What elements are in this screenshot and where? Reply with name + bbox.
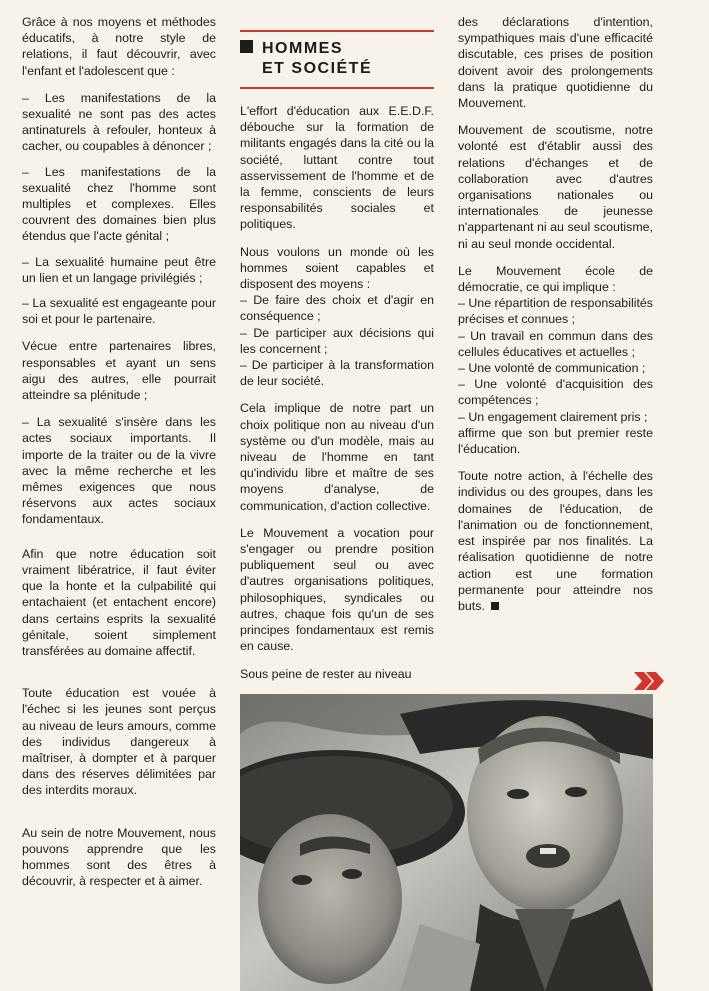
- column-2: [240, 14, 434, 693]
- paragraph: – La sexualité est engageante pour soi et pour le partenaire.: [22, 296, 216, 327]
- paragraph: – Une répartition de responsabilités précises et connues ;: [458, 296, 653, 327]
- section-heading: [240, 30, 434, 89]
- photo-scouts: [240, 694, 653, 991]
- paragraph: Vécue entre partenaires libres, responsables et ayant un sens aigu des autres, elle pourrait atteindre sa plénitude ;: [22, 339, 216, 403]
- heading-line-2: ET SOCIÉTÉ: [262, 60, 373, 77]
- continue-arrow-icon: [632, 668, 666, 694]
- closing-text: Toute notre action, à l'échelle des individus ou des groupes, dans les domaines de l'éducation, de l'animation ou de fonctionnement, est inspirée par nos finalités. La réalisation quotidienne de notre action est une formation permanente pour atteindre nos buts.: [458, 469, 653, 613]
- paragraph: – Les manifestations de la sexualité chez l'homme sont multiples et complexes. Elles couvrent des domaines bien plus étendus que l'acte génital ;: [22, 164, 216, 244]
- column-3: [458, 14, 653, 614]
- end-of-article-icon: [491, 602, 499, 610]
- paragraph: – Les manifestations de la sexualité ne sont pas des actes antinaturels à refouler, honteux à cacher, ou coupables à dénoncer ;: [22, 90, 216, 154]
- paragraph: Sous peine de rester au niveau: [240, 666, 412, 681]
- paragraph: affirme que son but premier reste l'éducation.: [458, 425, 653, 457]
- paragraph: – Un engagement clairement pris ;: [458, 409, 648, 424]
- paragraph: Mouvement de scoutisme, notre volonté est d'établir aussi des relations d'échanges et de collaboration avec d'autres organisations nationales ou internationales de jeunesse n'appartenant ni au seul scoutisme, ni au seul monde occidental.: [458, 123, 653, 251]
- paragraph: – Une volonté de communication ;: [458, 361, 646, 376]
- paragraph: Afin que notre éducation soit vraiment libératrice, il faut éviter que la honte et la culpabilité qui entachaient (et entachent encore) dans certains esprits la sexualité génitale, soient simplement transférées au domaine affectif.: [22, 546, 216, 658]
- paragraph: Grâce à nos moyens et méthodes éducatifs, à notre style de relations, il faut découvrir, avec l'enfant et l'adolescent que :: [22, 15, 216, 78]
- closing-paragraph: [458, 468, 653, 614]
- paragraph: Toute éducation est vouée à l'échec si les jeunes sont perçus au niveau de leurs amours, comme des individus dangereux à maîtriser, à dompter et à parquer dans des réserves délimitées par des interdits moraux.: [22, 686, 216, 798]
- paragraph: – De participer aux décisions qui les concernent ;: [240, 325, 434, 356]
- paragraph: Le Mouvement école de démocratie, ce qui implique :: [458, 263, 653, 295]
- paragraph: – Un travail en commun dans des cellules éducatives et actuelles ;: [458, 328, 653, 359]
- paragraph: – Une volonté d'acquisition des compétences ;: [458, 377, 653, 408]
- paragraph: – La sexualité s'insère dans les actes sociaux importants. Il importe de la traiter ou de la vivre avec la même recherche et les mêmes exigences que nous réservons aux actes sociaux fondamentaux.: [22, 415, 216, 527]
- paragraph: des déclarations d'intention, sympathiques mais d'une efficacité discutable, ces prises de position doivent avoir des prolongements dans la pratique quotidienne du Mouvement.: [458, 15, 653, 111]
- paragraph: Au sein de notre Mouvement, nous pouvons apprendre que les hommes sont des êtres à découvrir, à respecter et à aimer.: [22, 825, 216, 889]
- paragraph: Nous voulons un monde où les hommes soient capables et disposent des moyens :: [240, 244, 434, 292]
- paragraph: – De participer à la transformation de leur société.: [240, 358, 434, 389]
- heading-line-1: HOMMES: [262, 40, 343, 57]
- column-1: [22, 14, 216, 900]
- paragraph: – De faire des choix et d'agir en conséquence ;: [240, 293, 434, 324]
- paragraph: Le Mouvement a vocation pour s'engager ou prendre position publiquement seul ou avec d'autres organisations politiques, philosophiques, syndicales ou autres, chaque fois qu'un de ses principes fondamentaux est remis en cause.: [240, 525, 434, 654]
- bullet-square-icon: [240, 40, 253, 53]
- paragraph: Cela implique de notre part un choix politique non au niveau d'un système ou d'un modèle, mais au niveau de l'homme en tant qu'individu libre et maître de ses moyens d'analyse, de communication, d'action collective.: [240, 401, 434, 513]
- paragraph: L'effort d'éducation aux E.E.D.F. débouche sur la formation de militants engagés dans la cité ou la société, luttant contre tout asservissement de l'homme et de la femme, conscients de leurs responsabilités sociales et politiques.: [240, 104, 434, 232]
- paragraph: – La sexualité humaine peut être un lien et un langage privilégiés ;: [22, 254, 216, 285]
